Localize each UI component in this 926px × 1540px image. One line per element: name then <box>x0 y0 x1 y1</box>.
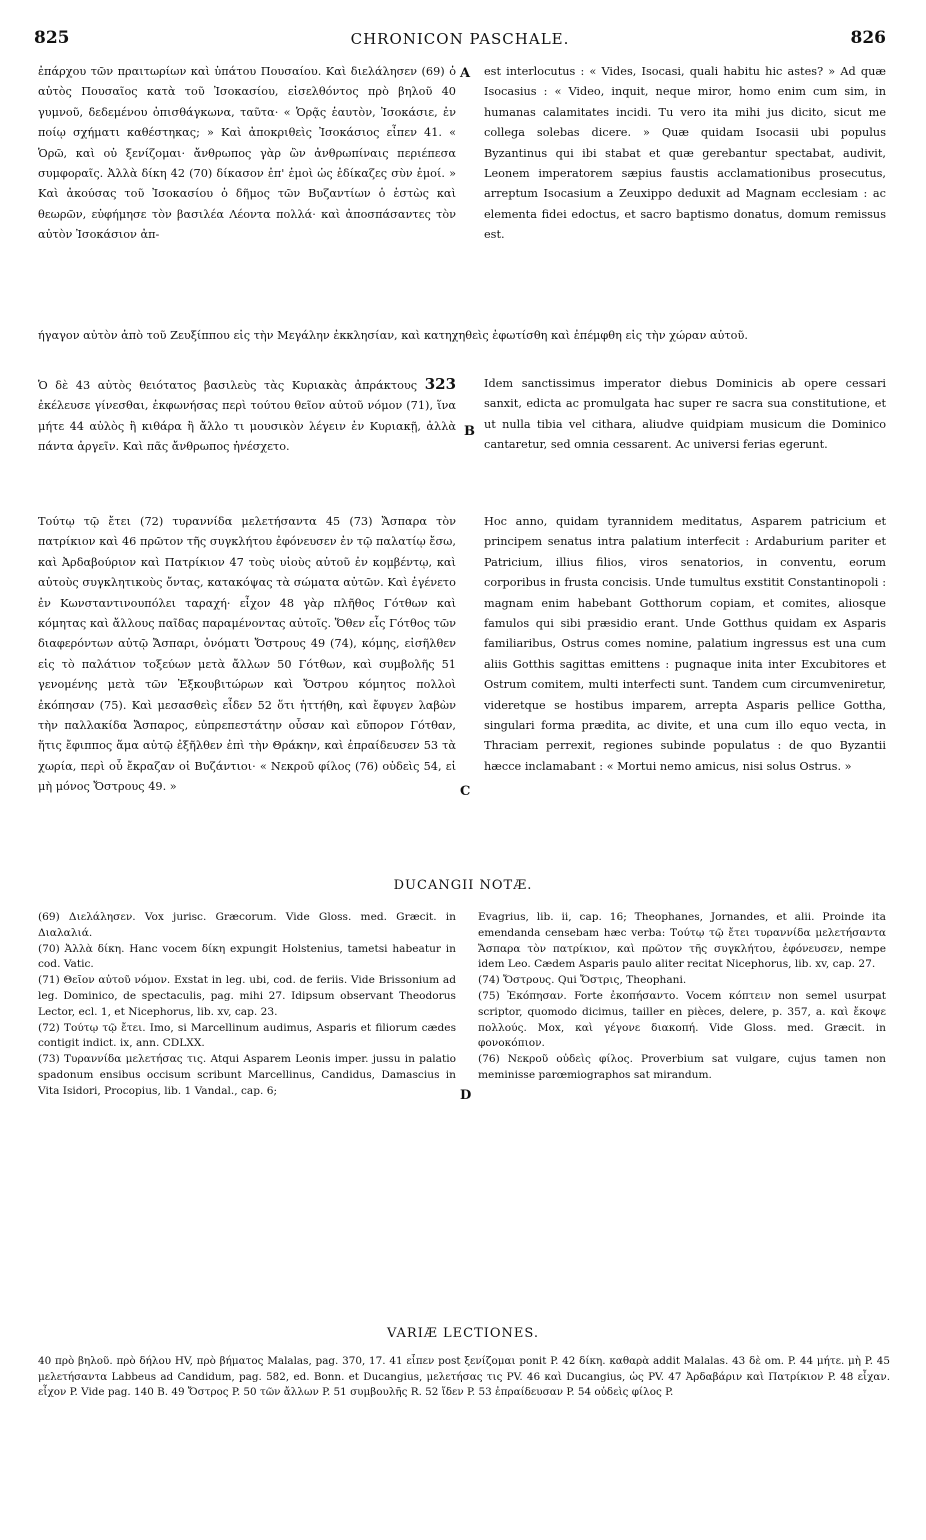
latin-column-2: Idem sanctissimus imperator diebus Dominicis ab opere cessari sanxit, edicta ac promulgata hac super re sacra sua constitutione, et ut nulla tibia vel cithara, aliudve quidpiam musicum die Dominico cantaretur, sed omnia cessarent. Ac universi ferias egerunt. <box>484 377 886 452</box>
note-71: (71) Θεῖον αὐτοῦ νόμον. Exstat in leg. ubi, cod. de feriis. Vide Brissonium ad leg. Dominico, de spectaculis, pag. mihi 27. Idipsum observant Theodorus Lector, ecl. 1, et Nicephorus, lib. xv, cap. 23. <box>38 974 456 1018</box>
margin-marker-d: D <box>460 1088 472 1103</box>
greek-text-2a: Ὁ δὲ 43 αὐτὸς θειότατος βασιλεὺς τὰς Κυριακὰς ἀπράκτους <box>38 379 418 392</box>
page-number-right: 826 <box>850 28 886 48</box>
note-70: (70) Ἀλλὰ δίκη. Hanc vocem δίκη expungit Holstenius, tametsi habeatur in cod. Vatic. <box>38 942 456 971</box>
greek-column-3: Τούτῳ τῷ ἔτει (72) τυραννίδα μελετήσαντα 45 (73) Ἄσπαρα τὸν πατρίκιον καὶ 46 πρῶτον τῆς συγκλήτου ἐφόνευσεν ἐν τῷ παλατίῳ ἔσω, καὶ Ἀρδαβούριον καὶ Πατρίκιον 47 τοὺς υἱοὺς αὐτοῦ ἐν κομβέντῳ, καὶ αὐτοὺς συγκλητικοὺς ὄντας, κατακόψας τὰ σώματα αὐτῶν. Καὶ ἐγένετο ἐν Κωνσταντινουπόλει ταραχή· εἶχον 48 γὰρ πλῆθος Γότθων καὶ κόμητας καὶ ἄλλους παῖδας παραμένοντας αὐτοῖς. Ὅθεν εἷς Γότθος τῶν διαφερόντων αὐτῷ Ἄσπαρι, ὀνόματι Ὄστρους 49 (74), κόμης, εἰσῆλθεν εἰς τὸ παλάτιον τοξεύων μετὰ ἄλλων 50 Γότθων, καὶ συμβολῆς 51 γενομένης μετὰ τῶν Ἐξκουβιτώρων καὶ Ὄστρου κόμητος πολλοὶ ἐκόπησαν (75). Καὶ μεσασθεὶς εἶδεν 52 ὅτι ἡττήθη, καὶ ἔφυγεν λαβὼν τὴν παλλακίδα Ἄσπαρος, εὐπρεπεστάτην οὖσαν καὶ εὔπορον Γότθαν, ἥτις ἔφιππος ἅμα αὐτῷ ἐξῆλθεν ἐπὶ τὴν Θράκην, καὶ ἐπραίδευσεν 53 τὰ χωρία, περὶ οὗ ἔκραζαν οἱ Βυζάντιοι· « Νεκροῦ φίλος (76) οὐδεὶς 54, εἰ μὴ μόνος Ὄστρους 49. » <box>38 515 456 794</box>
note-76: (76) Νεκροῦ οὐδεὶς φίλος. Proverbium sat vulgare, cujus tamen non meminisse parœmiographos sat mirandum. <box>478 1053 886 1081</box>
page-number-left: 825 <box>34 28 70 48</box>
margin-marker-a: A <box>460 66 471 81</box>
greek-column-1: ἐπάρχου τῶν πραιτωρίων καὶ ὑπάτου Πουσαίου. Καὶ διελάλησεν (69) ὁ αὐτὸς Πουσαῖος κατὰ τοῦ Ἰσοκασίου, εἰσελθόντος πρὸ βηλοῦ 40 γυμνοῦ, δεδεμένου ὀπισθάγκωνα, ταῦτα· « Ὁρᾷς ἑαυτὸν, Ἰσοκάσιε, ἐν ποίῳ σχήματι καθέστηκας; » Καὶ ἀποκριθεὶς Ἰσοκάσιος εἶπεν 41. « Ὁρῶ, καὶ οὐ ξενίζομαι· ἄνθρωπος γὰρ ὢν ἀνθρωπίναις περιέπεσα συμφοραῖς. Ἀλλὰ δίκη 42 (70) δίκασον ἐπ' ἐμοὶ ὡς ἐδίκαζες σὺν ἐμοί. » Καὶ ἀκούσας τοῦ Ἰσοκασίου ὁ δῆμος τῶν Βυζαντίων ὁ ἑστὼς καὶ θεωρῶν, εὐφήμησε τὸν βασιλέα Λέοντα πολλά· καὶ ἀποσπάσαντες τὸν αὐτὸν Ἰσοκάσιον ἀπ- <box>38 65 456 242</box>
note-72: (72) Τούτῳ τῷ ἔτει. Imo, si Marcellinum audimus, Asparis et filiorum cædes contigit indict. ix, ann. CDLXX. <box>38 1021 456 1050</box>
note-74: (74) Ὄστρους. Qui Ὄστρις, Theophani. <box>478 974 687 987</box>
margin-marker-c: C <box>460 784 471 799</box>
year-number: 323 <box>424 375 456 393</box>
variae-heading: VARIÆ LECTIONES. <box>387 1326 539 1341</box>
running-header <box>34 28 886 54</box>
latin-column-1: est interlocutus : « Vides, Isocasi, quali habitu hic astes? » Ad quæ Isocasius : « Video, inquit, neque miror, homo enim cum sim, in humanas calamitates incidi. Tu vero ita mihi jus dicito, sicut me collega solebas dicere. » Quæ quidam Isocasii ubi populus Byzantinus qui ibi stabat et quæ gerebantur spectabat, audivit, Leonem imperatorem sæpius faustis acclamationibus prosecutus, arreptum Isocasium a Zeuxippo deduxit ad Magnam ecclesiam : ac elementa fidei edoctus, et sacro baptismo donatus, domum remissus est. <box>484 65 886 242</box>
note-69: (69) Διελάλησεν. Vox jurisc. Græcorum. Vide Gloss. med. Græcit. in Διαλαλιά. <box>38 911 456 939</box>
notes-right-column <box>478 910 886 1320</box>
variae-lectiones: 40 πρὸ βηλοῦ. πρὸ δήλου HV, πρὸ βήματος Malalas, pag. 370, 17. 41 εἶπεν post ξενίζομαι ponit P. 42 δίκη. καθαρὰ addit Malalas. 43 δὲ om. P. 44 μήτε. μὴ P. 45 μελετήσαντα Labbeus ad Candidum, pag. 582, ed. Bonn. et Ducangius, μελετήσας τις PV. 46 καὶ Ducangius, ὡς PV. 47 Ἀρδαβάριν καὶ Πατρίκιον P. 48 εἶχαν. εἶχον P. Vide pag. 140 B. 49 Ὄστρος P. 50 τῶν ἄλλων P. 51 συμβουλῆς R. 52 ἴδεν P. 53 ἐπραίδευσαν P. 54 οὐδεὶς φίλος P. <box>38 1355 890 1398</box>
greek-fullwidth-tail: ήγαγον αὐτὸν ἀπὸ τοῦ Ζευξίππου εἰς τὴν Μεγάλην ἐκκλησίαν, καὶ κατηχηθεὶς ἐφωτίσθη καὶ ἐπέμφθη εἰς τὴν χώραν αὐτοῦ. <box>38 329 748 342</box>
margin-marker-b: B <box>464 424 475 439</box>
greek-text-2b: ἐκέλευσε γίνεσθαι, ἐκφωνήσας περὶ τούτου θεῖον αὐτοῦ νόμον (71), ἵνα μήτε 44 αὐλὸς ἢ κιθάρα ἢ ἄλλο τι μουσικὸν λέγειν ἐν Κυριακῇ, ἀλλὰ πάντα ἀργεῖν. Καὶ πᾶς ἄνθρωπος ἠνέσχετο. <box>38 399 456 454</box>
note-75: (75) Ἐκόπησαν. Forte ἐκοπήσαντο. Vocem κόπτειν non semel usurpat scriptor, quomodo dicimus, tailler en pièces, delere, p. 357, a. καὶ ἔκοψε πολλούς. Mox, καὶ γέγονε διακοπή. Vide Gloss. med. Græcit. in φονοκόπιον. <box>478 989 886 1050</box>
latin-column-3: Hoc anno, quidam tyrannidem meditatus, Asparem patricium et principem senatus intra palatium interfecit : Ardaburium pariter et Patricium, illius filios, viros senatorios, in conventu, eorum corporibus in frusta concisis. Unde tumultus exstitit Constantinopoli : magnam enim habebant Gotthorum copiam, et comites, aliosque famulos qui sibi præsidio erant. Unde Gotthus quidam ex Asparis familiaribus, Ostrus comes nomine, palatium ingressus est una cum aliis Gotthis sagittas emittens : pugnaque inita inter Excubitores et Ostrum comitem, multi interfecti sunt. Tandem cum circumveniretur, videretque se hostibus imparem, arrepta Asparis pellice Gottha, singulari forma prædita, ac divite, et una cum illo equo vecta, in Thraciam perrexit, regiones subinde populatus : de quo Byzantii hæcce inclamabant : « Mortui nemo amicus, nisi solus Ostrus. » <box>484 515 886 773</box>
note-73: (73) Τυραννίδα μελετήσας τις. Atqui Asparem Leonis imper. jussu in palatio spadonum ensibus occisum scribunt Marcellinus, Candidus, Damascius in Vita Isidori, Procopius, lib. 1 Vandal., cap. 6; <box>38 1053 456 1097</box>
notes-heading: DUCANGII NOTÆ. <box>393 878 533 893</box>
greek-column-2 <box>38 374 456 494</box>
running-title: CHRONICON PASCHALE. <box>350 30 570 48</box>
note-73-cont: Evagrius, lib. ii, cap. 16; Theophanes, Jornandes, et alii. Proinde ita emendanda censebam hæc verba: Τούτῳ τῷ ἔτει τυραννίδα μελετήσαντα Ἄσπαρα τὸν πατρίκιον, καὶ πρῶτον τῆς συγκλήτου, ἐφόνευσεν, nempe idem Leo. Cædem Asparis paulo aliter recitat Nicephorus, lib. xv, cap. 27. <box>478 911 886 971</box>
notes-left-column <box>38 910 456 1320</box>
